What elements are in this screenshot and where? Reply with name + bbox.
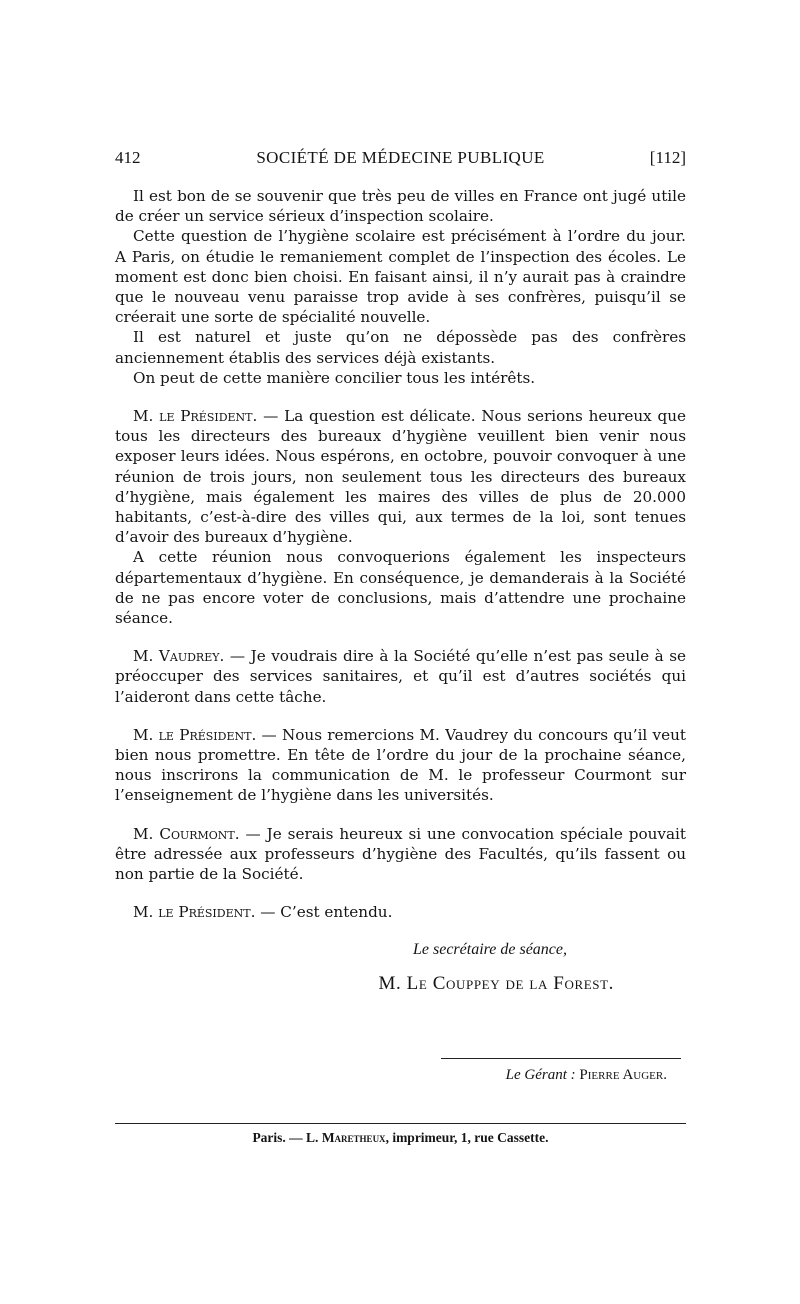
signature-block [115,941,686,995]
speech-text: — La question est délicate. Nous serions heureux que tous les directeurs des bureaux d’hygiène veuillent bien venir nous exposer leurs idées. Nous espérons, en octobre, pouvoir convoquer à une réunion de trois jours, non seulement tous les directeurs des bureaux d’hygiène, mais également les maires des villes de plus de 20.000 habitants, c’est-à-dire des villes qui, aux termes de la loi, sont tenues d’avoir des bureaux d’hygiène. [115,407,686,547]
speech-vaudrey [115,646,686,707]
speaker-name: M. Courmont. [133,824,240,843]
printer-prefix: Paris. — L. [252,1130,322,1145]
journal-title: SOCIÉTÉ DE MÉDECINE PUBLIQUE [256,148,545,167]
page-number-right: [112] [649,148,686,167]
speech-text: — C’est entendu. [255,903,393,922]
gerant-line [441,1067,667,1084]
speech-text: — Je serais heureux si une convocation spéciale pouvait être adressée aux professeurs d’hygiène des Facultés, qu’ils fassent ou non partie de la Société. [115,824,687,884]
gerant-label: Le Gérant : [505,1067,576,1083]
printer-name: Maretheux [321,1130,386,1145]
paragraph-hygiene-scolaire: Cette question de l’hygiène scolaire est précisément à l’ordre du jour. A Paris, on étudie le remaniement complet de l’inspection des écoles. Le moment est donc bien choisi. En faisant ainsi, il n’y aurait pas à craindre que le nouveau venu paraisse trop avide à ses confrères, puisqu’il se créerait une sorte de spécialité nouvelle. [115,227,686,327]
speech-text: — Nous remercions M. Vaudrey du concours qu’il veut bien nous promettre. En tête de l’ordre du jour de la prochaine séance, nous inscrirons la communication de M. le professeur Courmont sur l’enseignement de l’hygiène dans les universités. [115,725,686,805]
gerant-name: Pierre Auger. [579,1067,667,1083]
speech-president-3 [115,902,686,922]
body-text [115,186,686,923]
speaker-name: M. Vaudrey. [133,647,225,666]
paragraph-inspection-scolaire: Il est bon de se souvenir que très peu de villes en France ont jugé utile de créer un service sérieux d’inspection scolaire. [115,187,686,226]
running-header [115,148,686,172]
speaker-name: M. le Président. [133,407,258,426]
gerant-divider [441,1058,681,1059]
signature-name: M. Le Couppey de la Forest. [378,972,614,994]
paragraph-concilier: On peut de cette manière concilier tous les intérêts. [133,368,536,387]
printer-divider [115,1123,686,1124]
speech-president-1 [115,406,686,547]
speech-president-2 [115,725,686,806]
document-page [115,148,687,1145]
printer-imprint [115,1130,686,1146]
paragraph-confreres: Il est naturel et juste qu’on ne dépossède pas des confrères anciennement établis des services déjà existants. [115,328,686,367]
speech-courmont [115,824,686,885]
speech-president-1-continued: A cette réunion nous convoquerions également les inspecteurs départementaux d’hygiène. En conséquence, je demanderais à la Société de ne pas encore voter de conclusions, mais d’attendre une prochaine séance. [115,548,686,628]
page-number-left: 412 [115,148,141,167]
speech-text: — Je voudrais dire à la Société qu’elle n’est pas seule à se préoccuper des services sanitaires, et qu’il est d’autres sociétés qui l’aideront dans cette tâche. [115,647,686,706]
speaker-name: M. le Président. [133,903,256,922]
speaker-name: M. le Président. [133,725,257,744]
printer-suffix: , imprimeur, 1, rue Cassette. [385,1130,549,1145]
signature-role: Le secrétaire de séance, [412,940,567,958]
